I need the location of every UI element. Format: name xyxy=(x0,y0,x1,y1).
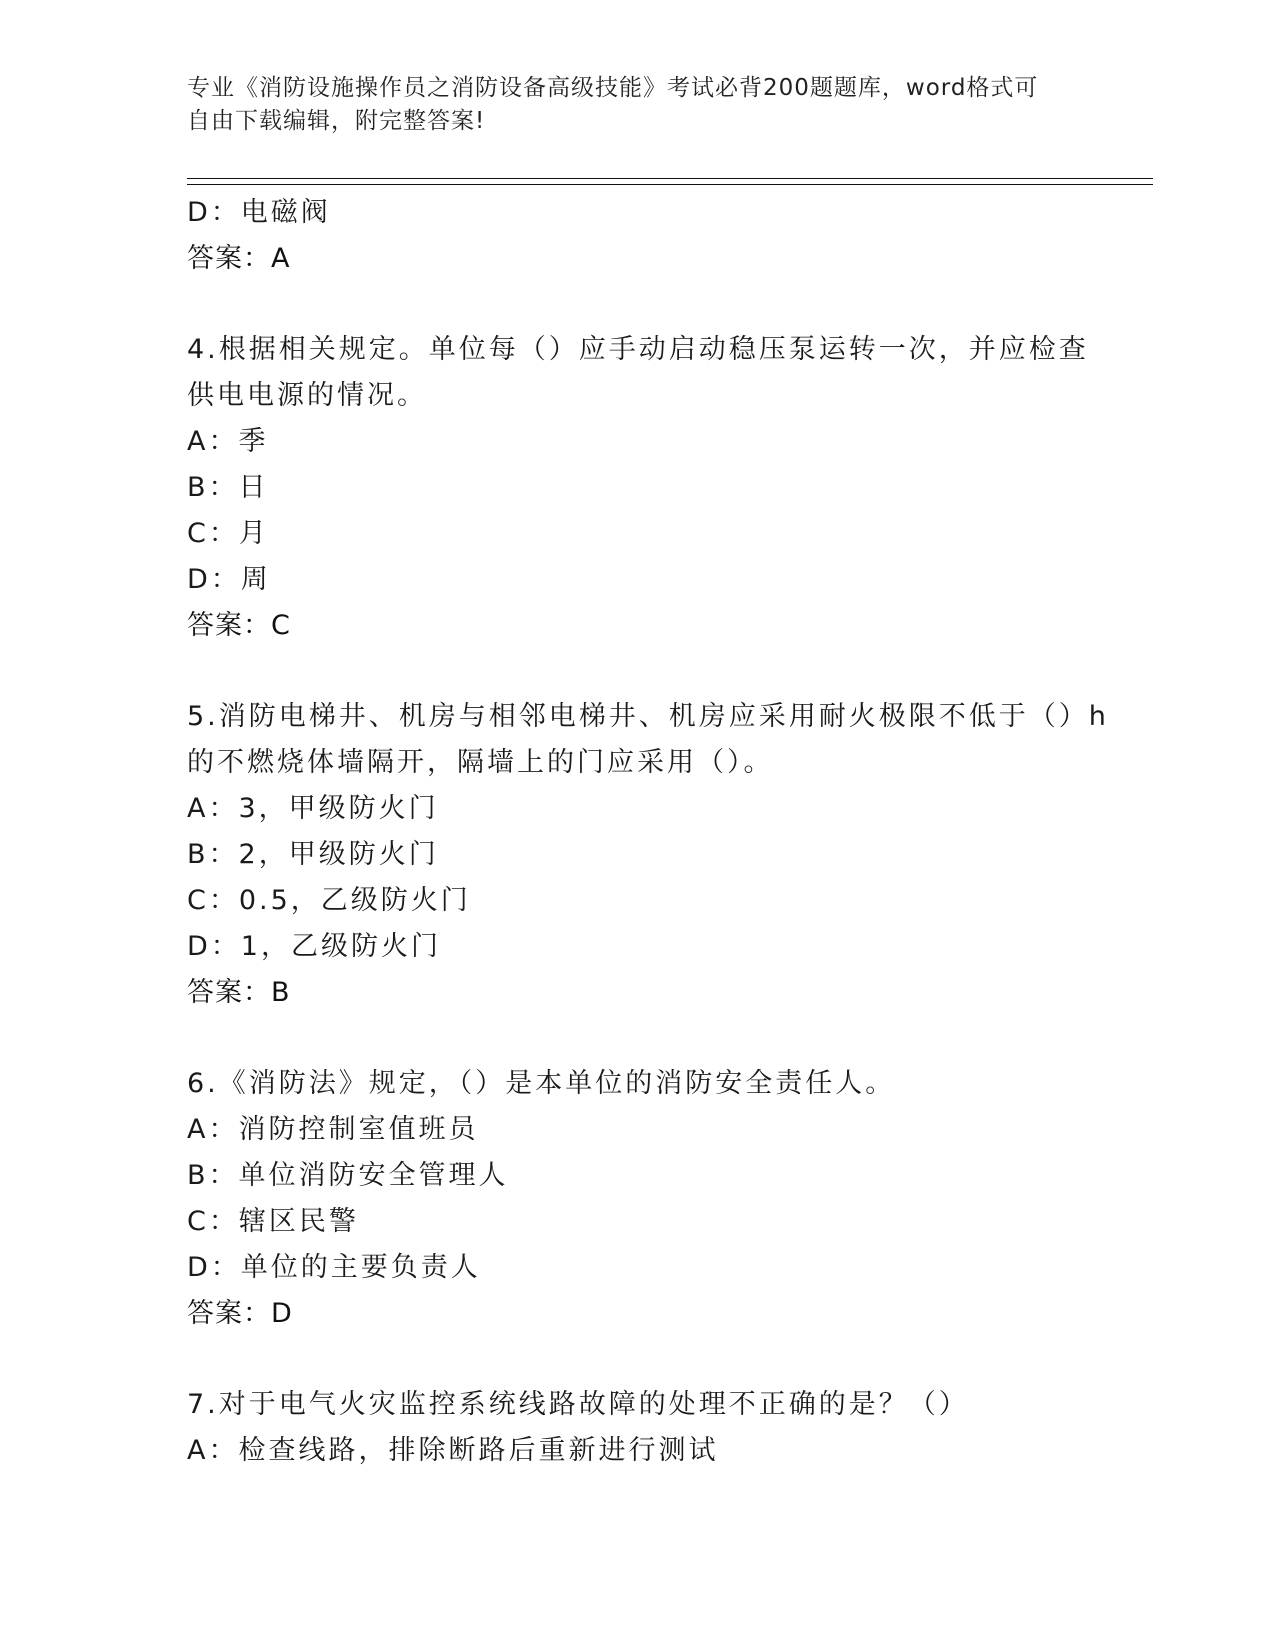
option-a: A：检查线路，排除断路后重新进行测试 xyxy=(187,1435,719,1466)
option-a: A：消防控制室值班员 xyxy=(187,1114,479,1145)
question-7 xyxy=(187,1382,1087,1474)
option-c: C：辖区民警 xyxy=(187,1206,359,1237)
answer-line: 答案：D xyxy=(187,1298,293,1329)
option-a: A：3，甲级防火门 xyxy=(187,793,439,824)
question-stem: 5.消防电梯井、机房与相邻电梯井、机房应采用耐火极限不低于（）h xyxy=(187,701,1109,732)
answer-line: 答案：B xyxy=(187,977,291,1008)
spacer xyxy=(187,649,1087,694)
question-5 xyxy=(187,694,1109,1016)
page-header xyxy=(187,72,1067,138)
question-stem: 6.《消防法》规定，（）是本单位的消防安全责任人。 xyxy=(187,1068,896,1099)
spacer xyxy=(187,1337,1087,1382)
question-stem-continued: 的不燃烧体墙隔开，隔墙上的门应采用（）。 xyxy=(187,747,774,778)
header-divider-top xyxy=(187,178,1153,179)
question-stem: 4.根据相关规定。单位每（）应手动启动稳压泵运转一次，并应检查 xyxy=(187,334,1089,365)
question-stem: 7.对于电气火灾监控系统线路故障的处理不正确的是？（） xyxy=(187,1389,969,1420)
previous-question-tail xyxy=(187,190,1087,282)
option-c: C：月 xyxy=(187,518,269,549)
answer-line: 答案：C xyxy=(187,610,291,641)
document-body xyxy=(187,190,1109,1474)
question-6 xyxy=(187,1061,1087,1337)
question-4 xyxy=(187,327,1087,649)
header-line-2: 自由下载编辑，附完整答案! xyxy=(187,108,486,134)
option-d: D：单位的主要负责人 xyxy=(187,1252,481,1283)
option-d: D：周 xyxy=(187,564,271,595)
option-b: B：日 xyxy=(187,472,269,503)
header-line-1: 专业《消防设施操作员之消防设备高级技能》考试必背200题题库，word格式可 xyxy=(187,75,1039,101)
answer-line: 答案：A xyxy=(187,243,291,274)
spacer xyxy=(187,1016,1087,1061)
header-divider-bottom xyxy=(187,184,1153,185)
option-b: B：单位消防安全管理人 xyxy=(187,1160,509,1191)
question-stem-continued: 供电电源的情况。 xyxy=(187,380,427,411)
option-a: A：季 xyxy=(187,426,269,457)
option-c: C：0.5，乙级防火门 xyxy=(187,885,471,916)
option-b: B：2，甲级防火门 xyxy=(187,839,439,870)
option-d: D：电磁阀 xyxy=(187,197,331,228)
spacer xyxy=(187,282,1087,327)
option-d: D：1，乙级防火门 xyxy=(187,931,441,962)
